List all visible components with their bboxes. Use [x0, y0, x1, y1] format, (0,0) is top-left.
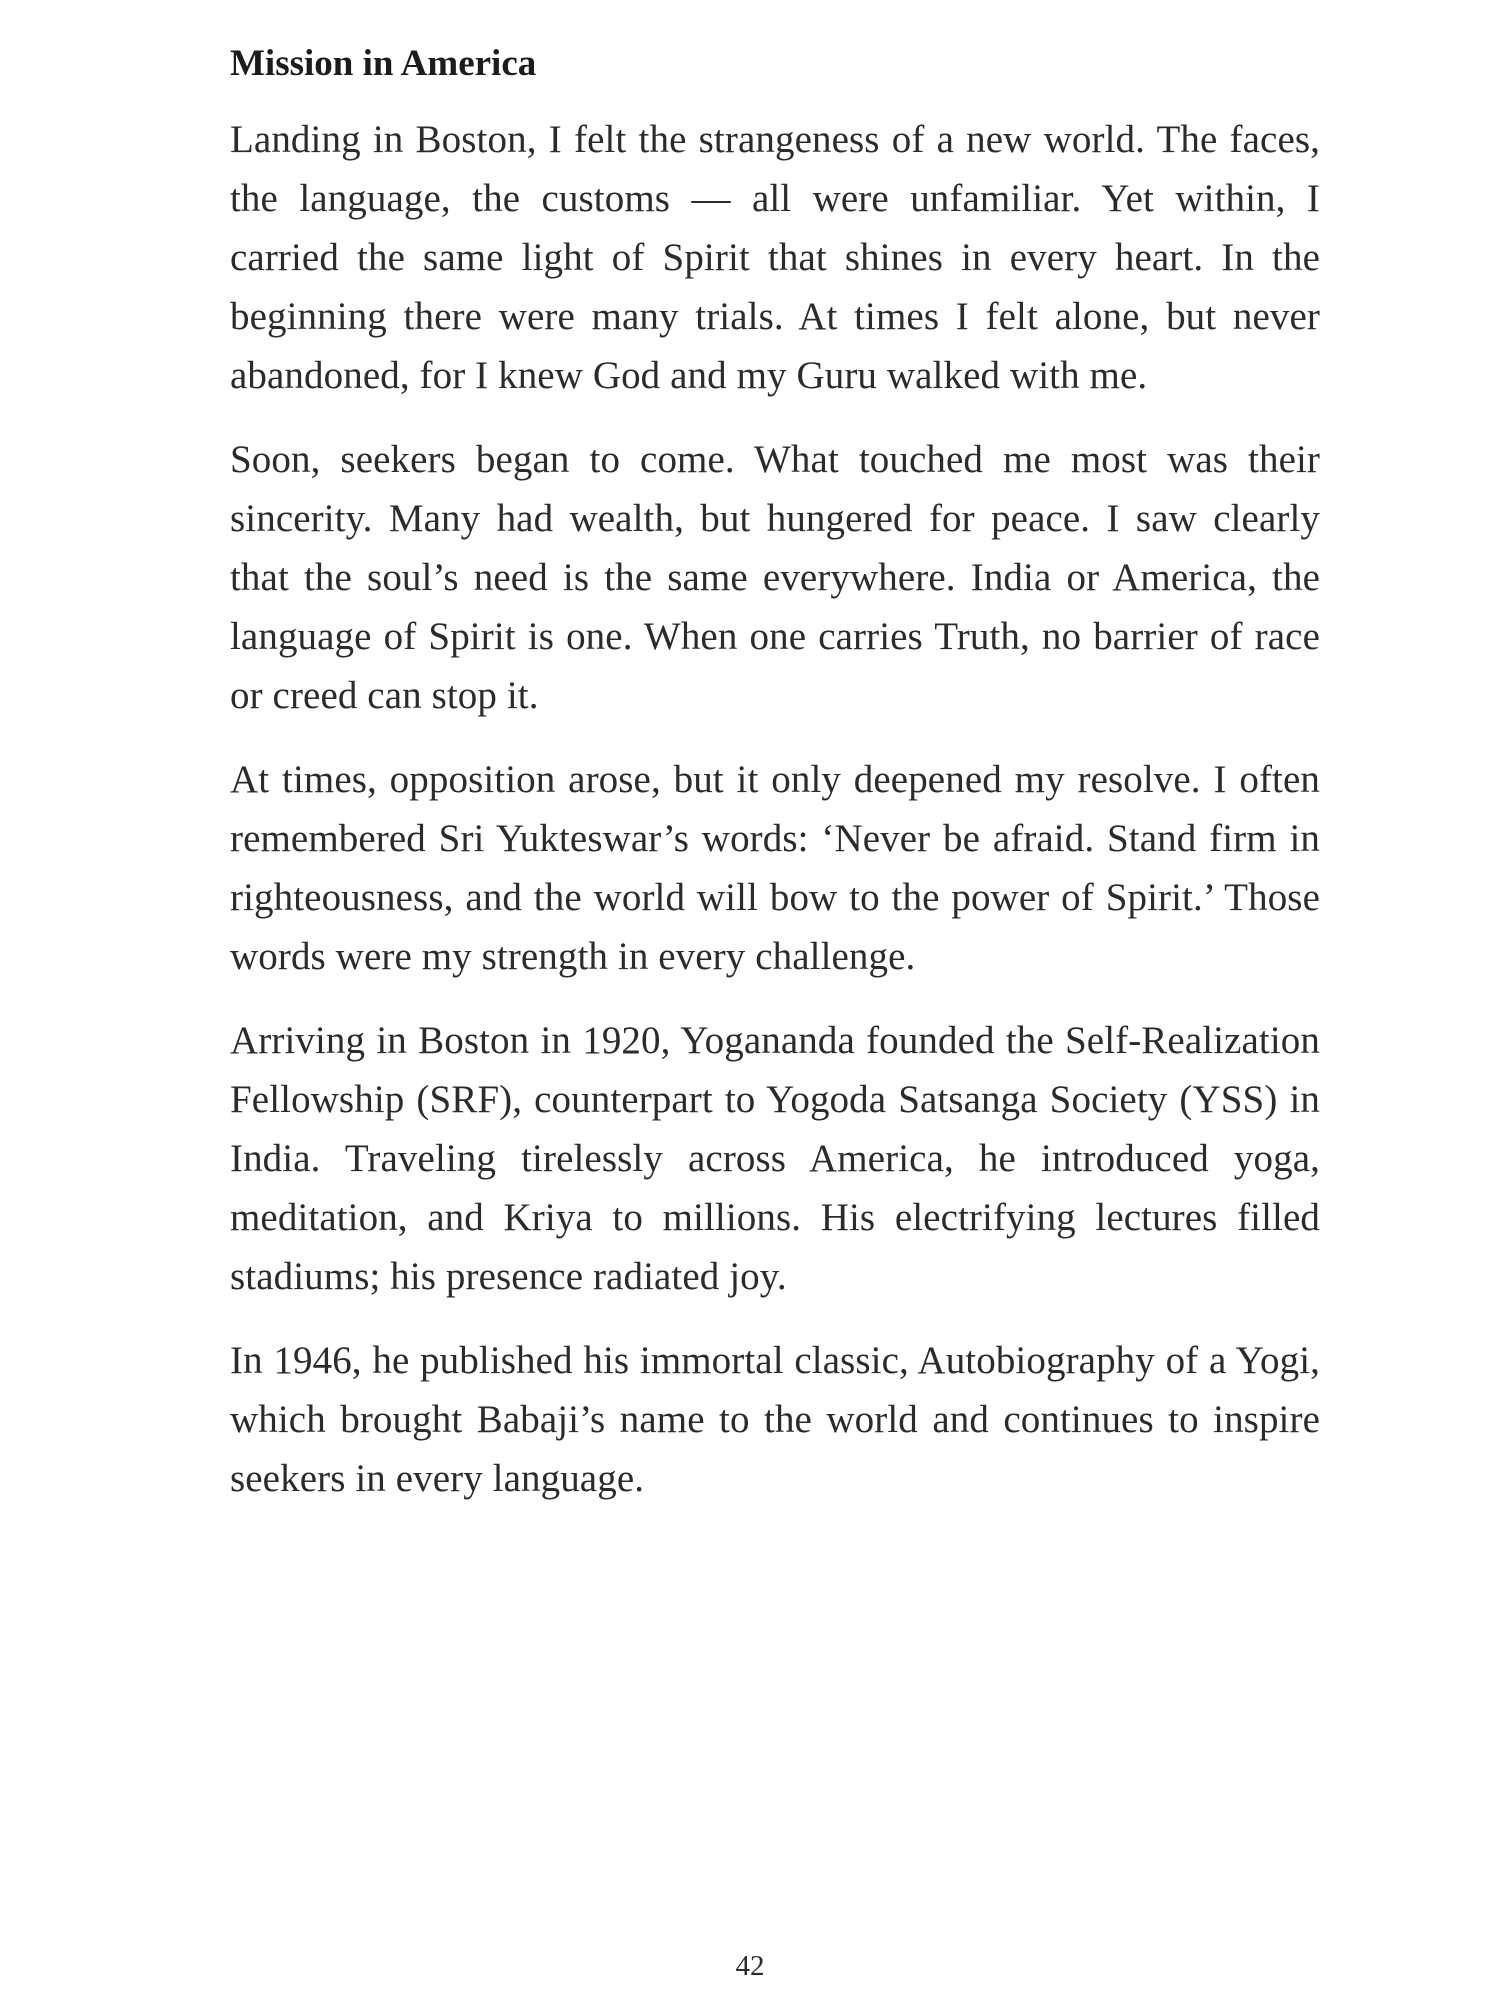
section-heading: Mission in America	[230, 43, 537, 84]
paragraph-seekers: Soon, seekers began to come. What touched me most was their sincerity. Many had wealth, but hungered for peace. I saw clearly that the soul’s need is the same everywhere. India or America, the language of Spirit is one. When one carries Truth, no barrier of race or creed can stop it.	[230, 438, 1320, 717]
paragraph-autobiography: In 1946, he published his immortal classic, Autobiography of a Yogi, which brought Babaji’s name to the world and continues to inspire seekers in every language.	[230, 1339, 1320, 1500]
page-body	[230, 40, 1320, 1533]
paragraph-landing-in-boston: Landing in Boston, I felt the strangeness of a new world. The faces, the language, the customs — all were unfamiliar. Yet within, I carried the same light of Spirit that shines in every heart. In the beginning there were many trials. At times I felt alone, but never abandoned, for I knew God and my Guru walked with me.	[230, 118, 1320, 397]
page-number: 42	[735, 1950, 765, 1982]
paragraph-opposition: At times, opposition arose, but it only deepened my resolve. I often remembered Sri Yukteswar’s words: ‘Never be afraid. Stand firm in righteousness, and the world will bow to the power of Spirit.’ Those words were my strength in every challenge.	[230, 758, 1320, 978]
paragraph-srf-founding: Arriving in Boston in 1920, Yogananda founded the Self-Realization Fellowship (SRF), counterpart to Yogoda Satsanga Society (YSS) in India. Traveling tirelessly across America, he introduced yoga, meditation, and Kriya to millions. His electrifying lectures filled stadiums; his presence radiated joy.	[230, 1019, 1320, 1298]
